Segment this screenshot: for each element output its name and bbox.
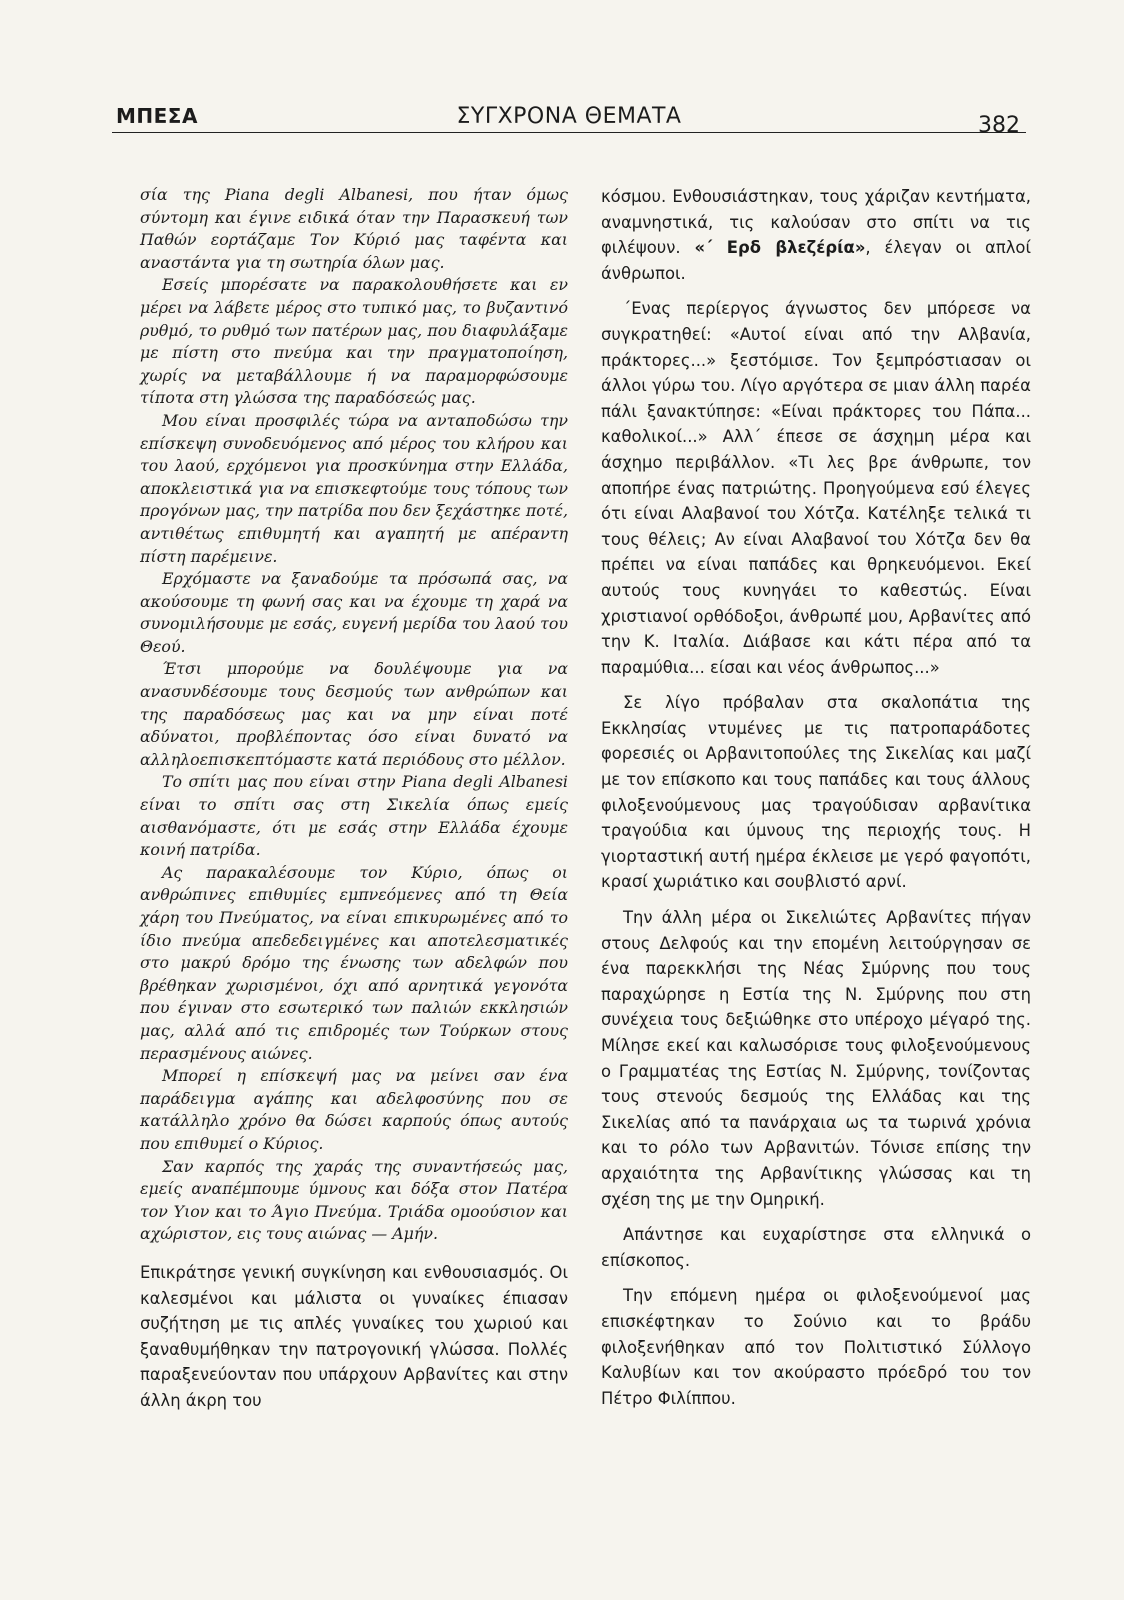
italic-paragraph: Ας παρακαλέσουμε τον Κύριο, όπως οι ανθρώπινες επιθυμίες εμπνεόμενες από τη Θεία χάρη του Πνεύματος, να είναι επικυρωμένες από το ίδιο πνεύμα απεδεδειγμένες και αποτελεσματικές στο μακρύ δρόμο της ένωσης των αδελφών που βρέθηκαν χωρισμένοι, όχι από αρνητικά γεγονότα που έγιναν στο εσωτερικό των παλιών εκκλησιών μας, αλλά από τις επιδρομές των Τούρκων στους περασμένους αιώνες. [140, 862, 568, 1063]
journal-name: ΜΠΕΣΑ [116, 104, 198, 128]
body-paragraph [601, 184, 1031, 286]
paragraph-end: , έλεγαν οι απλοί άνθρωποι. [601, 238, 1031, 283]
page-number: 382 [978, 113, 1020, 138]
right-column [601, 184, 1031, 1421]
body-paragraph: Επικράτησε γενική συγκίνηση και ενθουσιασμός. Οι καλεσμένοι και μάλιστα οι γυναίκες έπιασαν συζήτηση με τις απλές γυναίκες του χωριού και ξαναθυμήθηκαν την πατρογονική γλώσσα. Πολλές παραξενεύονταν που υπάρχουν Αρβανίτες και στην άλλη άκρη του [140, 1262, 568, 1410]
italic-paragraph: Μπορεί η επίσκεψή μας να μείνει σαν ένα παράδειγμα αγάπης και αδελφοσύνης που σε κατάλληλο χρόνο θα δώσει καρπούς όπως αυτούς που επιθυμεί ο Κύριος. [140, 1066, 568, 1153]
body-paragraph: Την επόμενη ημέρα οι φιλοξενούμενοί μας επισκέφτηκαν το Σούνιο και το βράδυ φιλοξενήθηκαν από τον Πολιτιστικό Σύλλογο Καλυβίων και τον ακούραστο πρόεδρό του τον Πέτρο Φιλίππου. [601, 1286, 1031, 1408]
speech-text [140, 184, 568, 1246]
italic-paragraph: Μου είναι προσφιλές τώρα να ανταποδώσω την επίσκεψη συνοδευόμενος από μέρος του κλήρου και του λαού, ερχόμενοι για προσκύνημα στην Ελλάδα, αποκλειστικά για να επισκεφτούμε τους τόπους των προγόνων μας, την πατρίδα που δεν ξεχάστηκε ποτέ, αντιθέτως επιθυμητή και αγαπητή με απέραντη πίστη παρέμεινε. [140, 410, 568, 566]
italic-paragraph: Έτσι μπορούμε να δουλέψουμε για να ανασυνδέσουμε τους δεσμούς των ανθρώπων και της παραδόσεως μας και να μην είναι ποτέ αδύνατοι, προβλέποντας όσο είναι δυνατό να αλληλοεπισκεπτόμαστε κατά περιόδους στο μέλλον. [140, 659, 568, 769]
narrative-text [140, 1260, 568, 1414]
italic-paragraph: Ερχόμαστε να ξαναδούμε τα πρόσωπά σας, να ακούσουμε τη φωνή σας και να έχουμε τη χαρά να συνομιλήσουμε με εσάς, ευγενή μερίδα του λαού του Θεού. [140, 569, 568, 656]
body-paragraph: ΄Ενας περίεργος άγνωστος δεν μπόρεσε να συγκρατηθεί: «Αυτοί είναι από την Αλβανία, πράκτορες...» ξεστόμισε. Τον ξεμπρόστιασαν οι άλλοι γύρω του. Λίγο αργότερα σε μιαν άλλη παρέα πάλι ξανακτύπησε: «Είναι πράκτορες του Πάπα... καθολικοί...» Αλλ΄ έπεσε σε άσχημη μέρα και άσχημο περιβάλλον. «Τι λες βρε άνθρωπε, τον αποπήρε ένας πατριώτης. Προηγούμενα εσύ έλεγες ότι είναι Αλαβανοί του Χότζα. Κατέληξε τελικά τι τους θέλεις; Αν είναι Αλαβανοί του Χότζα δεν θα πρέπει να είναι παπάδες και θρηκευόμενοι. Εκεί αυτούς τους κυνηγάει το καθεστώς. Είναι χριστιανοί ορθόδοξοι, άνθρωπέ μου, Αρβανίτες από την Κ. Ιταλία. Διάβασε και κάτι πέρα από τα παραμύθια... είσαι και νέος άνθρωπος...» [601, 299, 1031, 677]
body-paragraph: Σε λίγο πρόβαλαν στα σκαλοπάτια της Εκκλησίας ντυμένες με τις πατροπαράδοτες φορεσιές οι Αρβανιτοπούλες της Σικελίας και μαζί με τον επίσκοπο και τους παπάδες και τους άλλους φιλοξενούμενους μας τραγούδισαν αρβανίτικα τραγούδια και ύμνους της περιοχής τους. Η γιορταστική αυτή ημέρα έκλεισε με γερό φαγοπότι, κρασί χωριάτικο και σουβλιστό αρνί. [601, 693, 1031, 892]
arvanitic-phrase: «΄ Ερδ βλεζέρία» [694, 238, 866, 258]
section-title: ΣΥΓΧΡΟΝΑ ΘΕΜΑΤΑ [456, 104, 682, 129]
body-paragraph: Απάντησε και ευχαρίστησε στα ελληνικά ο επίσκοπος. [601, 1225, 1031, 1270]
page-header [112, 98, 1026, 138]
left-column [140, 184, 568, 1423]
paragraph-start: κόσμου. Ενθουσιάστηκαν, τους χάριζαν κεντήματα, αναμνηστικά, τις καλούσαν στο σπίτι να τις φιλέψουν. [601, 187, 1031, 258]
italic-paragraph: Σαν καρπός της χαράς της συναντήσεώς μας, εμείς αναπέμπουμε ύμνους και δόξα στον Πατέρα τον Υιον και το Άγιο Πνεύμα. Τριάδα ομοούσιον και αχώριστον, εις τους αιώνας — Αμήν. [140, 1156, 568, 1244]
italic-paragraph: Εσείς μπορέσατε να παρακολουθήσετε και εν μέρει να λάβετε μέρος στο τυπικό μας, το βυζαντινό ρυθμό, το ρυθμό των πατέρων μας, που διαφυλάξαμε με πίστη στο πνεύμα και την πραγματοποίηση, χωρίς να μεταβάλλουμε ή να παραμορφώσουμε τίποτα στη γλώσσα της παραδόσεώς μας. [140, 275, 568, 408]
body-paragraph: Την άλλη μέρα οι Σικελιώτες Αρβανίτες πήγαν στους Δελφούς και την επομένη λειτούργησαν σε ένα παρεκκλήσι της Νέας Σμύρνης που τους παραχώρησε η Εστία της Ν. Σμύρνης που στη συνέχεια τους δεξιώθηκε στο υπέροχο μέγαρό της. Μίλησε εκεί και καλωσόρισε τους φιλοξενούμενους ο Γραμματέας της Εστίας Ν. Σμύρνης, τονίζοντας τους στενούς δεσμούς της Ελλάδας και της Σικελίας από τα πανάρχαια ως τα τωρινά χρόνια και το ρόλο των Αρβανιτών. Τόνισε επίσης την αρχαιότητα της Αρβανίτικης γλώσσας και τη σχέση της με την Ομηρική. [601, 908, 1031, 1209]
italic-paragraph: Το σπίτι μας που είναι στην Piana degli Albanesi είναι το σπίτι σας στη Σικελία όπως εμείς αισθανόμαστε, ότι με εσάς στην Ελλάδα έχουμε κοινή πατρίδα. [140, 772, 568, 860]
italic-paragraph: σία της Piana degli Albanesi, που ήταν όμως σύντομη και έγινε ειδικά όταν την Παρασκευή των Παθών εορτάζαμε Τον Κύριό μας ταφέντα και αναστάντα για τη σωτηρία όλων μας. [140, 185, 568, 272]
